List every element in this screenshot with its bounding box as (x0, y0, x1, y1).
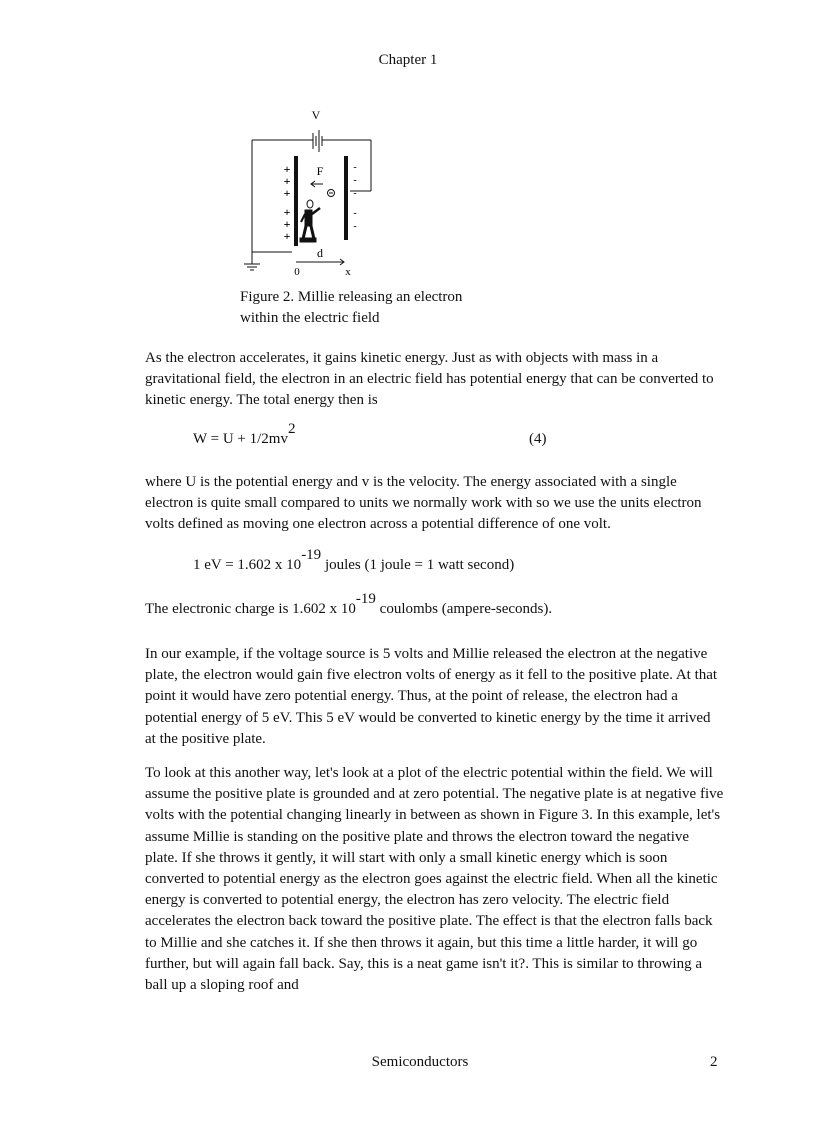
charge-superscript: -19 (355, 591, 376, 607)
equation-total-energy (193, 421, 296, 448)
minus-sign: - (353, 175, 357, 186)
electronic-charge-line (145, 591, 553, 618)
electric-field-figure (240, 104, 380, 282)
equation-number: (4) (529, 431, 547, 447)
distance-label: d (317, 246, 323, 260)
charge-text: coulombs (ampere-seconds). (375, 601, 553, 617)
charge-text: The electronic charge is 1.602 x 10 (145, 601, 356, 617)
minus-sign: - (353, 188, 357, 199)
minus-signs (353, 162, 356, 232)
minus-sign: - (353, 221, 357, 232)
equation-text: joules (1 joule = 1 watt second) (321, 557, 515, 573)
minus-sign: - (353, 162, 357, 173)
force-arrow-icon (311, 181, 323, 187)
paragraph-potential-plot: To look at this another way, let's look at a plot of the electric potential within the field. We will assume the positive plate is grounded and at zero potential. The negative plate is at negative five volts with the potential changing linearly in between as shown in Figure 3. In this example, let's assume Millie is standing on the positive plate and throws the electron toward the negative plate. If she throws it gently, it will start with only a small kinetic energy which is soon converted to potential energy as the electron goes against the electric field. When all the kinetic energy is converted to potential energy, the electron has zero velocity. The electric field accelerates the electron back toward the positive plate. The effect is that the electron falls back to Millie and she catches it. If she then throws it again, but this time a little harder, it will go further, but will again fall back. Say, this is a neat game isn't it?. This is similar to throwing a ball up a sloping roof and (145, 765, 724, 994)
paragraph-kinetic-energy: As the electron accelerates, it gains kinetic energy. Just as with objects with mass in a gravitational field, the electron in an electric field has potential energy that can be converted to kinetic energy. The total energy then is (145, 350, 714, 409)
voltage-label: V (311, 108, 321, 122)
plus-sign: + (283, 174, 291, 188)
positive-plate (294, 156, 298, 246)
chapter-header: Chapter 1 (378, 52, 438, 68)
plus-sign: + (283, 217, 291, 231)
equation-electron-volt (193, 547, 515, 574)
equation-text: 1 eV = 1.602 x 10 (193, 557, 302, 573)
plus-signs (284, 162, 291, 243)
equation-superscript: -19 (301, 547, 322, 563)
caption-line: within the electric field (240, 310, 380, 326)
figure-caption (240, 287, 462, 329)
negative-plate (344, 156, 348, 240)
minus-sign: - (353, 208, 357, 219)
plus-sign: + (283, 229, 291, 243)
page-number: 2 (710, 1054, 718, 1070)
force-label: F (316, 164, 324, 178)
footer-title: Semiconductors (371, 1054, 469, 1070)
plus-sign: + (283, 205, 291, 219)
millie-figure-icon (300, 200, 320, 242)
plus-sign: + (283, 186, 291, 200)
origin-label: 0 (294, 266, 300, 278)
x-axis-label: x (345, 266, 351, 278)
equation-text: W = U + 1/2mv (193, 431, 288, 447)
caption-line: Figure 2. Millie releasing an electron (240, 289, 463, 305)
paragraph-example: In our example, if the voltage source is 5 volts and Millie released the electron at the negative plate, the electron would gain five electron volts of energy as it fell to the positive plate. At that point it would have zero potential energy. Thus, at the point of release, the electron had a potential energy of 5 eV. This 5 eV would be converted to kinetic energy by the time it arrived at the positive plate. (145, 646, 718, 747)
ground-icon (244, 264, 260, 270)
paragraph-electron-volts: where U is the potential energy and v is the velocity. The energy associated with a single electron is quite small compared to units we normally work with so we use the units electron volts defined as moving one electron across a potential difference of one volt. (145, 474, 702, 533)
equation-superscript: 2 (287, 421, 296, 437)
plus-sign: + (283, 162, 291, 176)
